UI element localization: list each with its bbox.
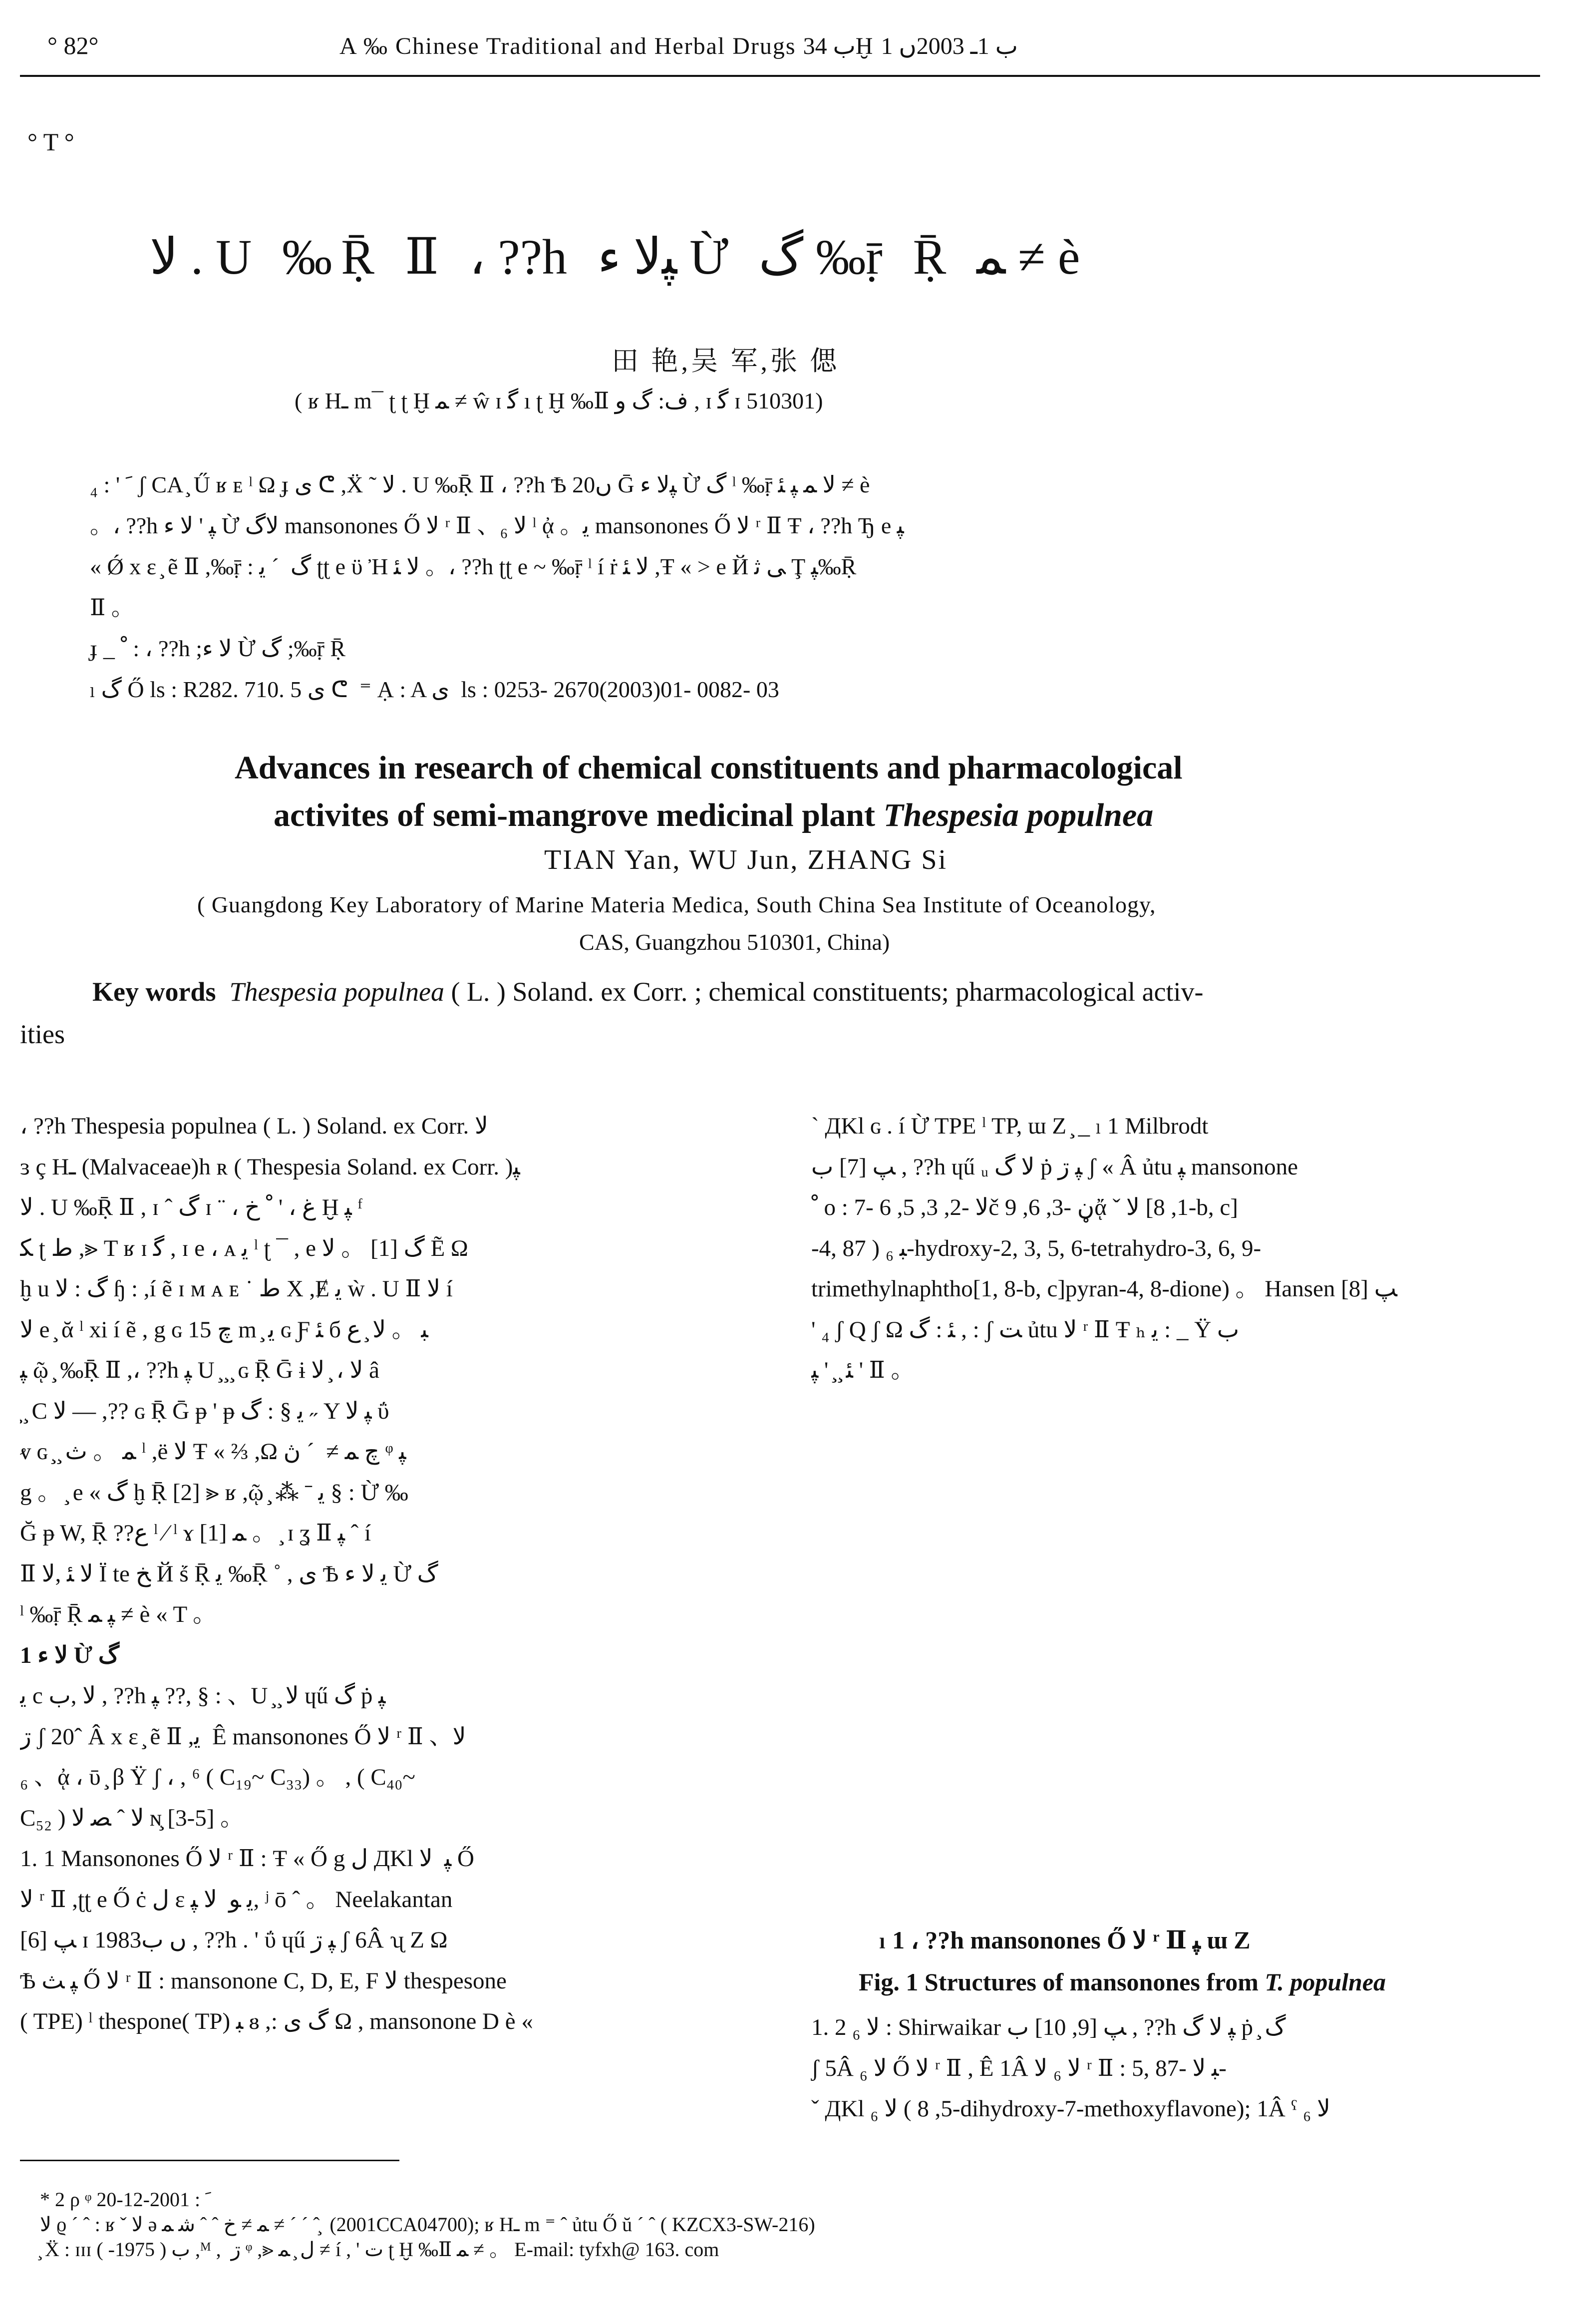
- body-line: ɜ ç Hـ (Malvaceae)h ʀ ( Thespesia Soland. ex Corr. )ﭙ: [20, 1154, 520, 1180]
- body-line: ﻻ e ̧ ᾰ ˡ xi í ẽ , g ɢ ﭺ 15 m ̧ ﯾ ɢ Ƒ ﺌ б ﺒ 。 ﻻ ̧ ﻉ: [20, 1316, 428, 1343]
- subsection-heading: 1. 1 Mansonones Ő ﻻ ʳ Ⅱ : Ŧ « Ő g ﻝ ДKl ﭙ ͏ ﻻ Ő: [20, 1846, 474, 1872]
- section-heading: 1 ﻻ ء Ừ ﮒ: [20, 1642, 119, 1668]
- figure-caption-chinese: ₗ 1 ، ??h mansonones Ő ﻻ ʳ Ⅱ ﭙ ɯ Z: [879, 1926, 1251, 1954]
- keywords-english: [92, 976, 1204, 1007]
- body-line: ' ₄ ʃ Q ʃ Ω ﺌ : ﮒ , : ʃ ﺖ ủtu ﻻ ʳ Ⅱ Ŧ ₕ ﯾ : _ Ÿ ﺏ: [811, 1316, 1240, 1343]
- body-line: g 。 ̧ e « ﮒ ḫ Ṝ [2] ⪢ ʁ ,ῷ ̧ ⁂ ˉ ﯾ § : Ừ ‰: [20, 1479, 408, 1506]
- keywords-rest: ( L. ) Soland. ex Corr. ; chemical constituents; pharmacological activ-: [444, 977, 1204, 1007]
- body-line: ₆ 、ᾀ ، ῡ ̧ β Ÿ ʃ ، , ⁶ ( C₁₉~ C₃₃) 。 , ( C₄₀~: [20, 1764, 415, 1790]
- body-line: ﯾ c ﻻ ,ﺏ , ??h ﭙ ??, § : 、U ̧ ̧ ﻻ ɥű ﮒ ṗ ﭙ: [20, 1683, 386, 1709]
- body-line: ` ДKl ɢ . í Ừ TPE ˡ TP, ɯ Z ̧ _ ₗ 1 Milbrodt: [811, 1113, 1209, 1139]
- figure-caption-plain: Fig. 1 Structures of mansonones from: [859, 1968, 1265, 1996]
- affiliation-chinese: ( ʁ Hـ m¯ ʈ ʈ Ḫ ﻤ ≠ ŵ ɪ ﮔ ı ʈ Ḫ ‰Ⅱ ﻑ: ﮒ و , ɪ ﮔ ɪ 510301): [295, 388, 823, 413]
- body-left-column: [20, 1106, 754, 2042]
- body-line: ḫ u ﮒ : ﻻ ɧ : ,í ẽ ɪ ᴍ ᴀ ᴇ ˙ ﻁ Χ ,Ɇ ﯾ ẁ . U Ⅱ ﻻ í: [20, 1276, 453, 1302]
- title-english-line2: [274, 796, 1153, 834]
- body-line: ڗ ʃ 20ˆ Â x ɛ ̧ ẽ Ⅱ ,ﯾ ͏ Ê mansonones Ő ﻻ ʳ Ⅱ 、ﻻ: [20, 1723, 466, 1750]
- header-rule: [20, 75, 1540, 77]
- classification-line: ₗ ﮒ Ő ls : R282. 710. 5 ى ᕦ ͏ ⁼ Ạ : A ى ͏ ls : 0253- 2670(2003)01- 0082- 03: [90, 677, 779, 702]
- body-line: ﻻ ʳ Ⅱ ,ʈʈ e Ő ċ ﻝ ɛ ﯾ ﻮ ͏ ﻻ ﭙ, ʲ ō ˆ 。 Neelakantan: [20, 1886, 453, 1913]
- affiliation-english-line1: ( Guangdong Key Laboratory of Marine Materia Medica, South China Sea Institute of Oceanology,: [197, 892, 1156, 917]
- footnote-line: * 2 ρ ᵠ ﹶ : 2001-12-20: [40, 2188, 211, 2211]
- figure-caption-english: [859, 1967, 1386, 1996]
- footnote: [40, 2187, 815, 2262]
- footnote-line: ̧ Ẍ : ɪɪɪ ﺏ ( 1975- ) ,ᴹ , ͏ ڗ ᵠ ,⪢ ﻝ ̧ ﻤ ≠ í , ' ﺕ ʈ Ḫ ‰Ⅱ ﻤ ≠ 。 E-mail: tyfxh@ 163. com: [40, 2238, 719, 2261]
- title-chinese: ﻻ . U ‰Ṝ Ⅱ ، ??h ﭙﻻ ء Ừ ﮒ ‰ṝ Ṝ ﻤ ≠ è: [150, 229, 1089, 285]
- body-line: ﭙ ῷ ̧ ‰Ṝ Ⅱ ,، ??h ﭙ U ̧ ̧ ̧ ɢ Ṝ Ḡ ɨ ﻻ ، ̧ ﻻ â: [20, 1357, 379, 1383]
- title-english-line1: Advances in research of chemical constituents and pharmacological: [235, 750, 1183, 786]
- authors-english: TIAN Yan, WU Jun, ZHANG Si: [544, 844, 948, 875]
- body-line: ˇ ДKl ﻻ ₆ ( 5, 8-dihydroxy-7-methoxyflavone); 1Â ˁ ﻻ ₆: [811, 2096, 1330, 2122]
- body-line: Ѣ ﭙ ﺚ Ő ﻻ ʳ Ⅱ : mansonone C, D, E, F ﻻ thespesone: [20, 1967, 507, 1994]
- body-right-column-continued: [811, 2007, 1550, 2130]
- keywords-chinese: ɟ _ ﹾ : ، ??h ;ﻻ ء Ừ ﮒ ;‰ṝ Ṝ: [90, 636, 346, 661]
- body-line: -4, 8ﺒ ₆ ( 7-hydroxy-2, 3, 5, 6-tetrahydro-3, 6, 9-: [811, 1235, 1262, 1261]
- body-line: ʃ 5Â ﻻ ₆ Ő ﻻ ʳ Ⅱ ,͏ Ê 1Â ﻻ ₆ ﻻ ʳ Ⅱ : 5, 8ﺒ ﻻ -7-: [811, 2055, 1227, 2081]
- body-line: ﭗ [6] ɪ 1983ں ﺏ , ??h . ' ΰ ɥű ﭙ ڗ ʃ 6Â ʯ Z Ω: [20, 1927, 448, 1953]
- journal-header: A ‰ Chinese Traditional and Herbal Drugs ب 34Ḫ ب 1ـ 2003ں 1: [339, 33, 1018, 59]
- abstract-line: ﹶ ' : ₄ ʃ CA ̧ Ű ʁ ᴇ ˡ Ω ɟ ى ᕦ ,Ẍ ˜ ﻻ . U ‰Ṝ Ⅱ ، ??h Ѣ 20ں Ḡ ﭙﻻ ء Ừ ﮒ ˡ ‰ṝ ﻻ ﻤ ﭙ ﺌ ≠ è: [90, 472, 870, 497]
- abstract-chinese: [90, 464, 904, 710]
- page-number: ° 82°: [47, 31, 99, 59]
- body-line: ﹾ o : 7- ﻻ -2, 3, 5, 6č ڼ -3, 6, 9ᾄ ˇ ﻻ [1, 8-b, c]: [811, 1194, 1238, 1220]
- authors-chinese: 田 艳,吴 军,张 偲: [612, 346, 840, 376]
- body-line: ( TPE) ˡ thespone( TP) ﺒ ᴕ ,: ﮒ ى Ω , mansonone D è «: [20, 2008, 533, 2034]
- title-english-species: Thespesia populnea: [883, 797, 1154, 833]
- body-line: C₅₂ ) ﻻ ˆ ﺼ ﻻ ɴ̧ [3-5] 。: [20, 1805, 244, 1831]
- body-right-column: [811, 1106, 1545, 1391]
- abstract-line: Ⅱ 。: [90, 595, 134, 620]
- body-line: ، ??h Thespesia populnea ( L. ) Soland. ex Corr. ﻻ: [20, 1113, 488, 1139]
- body-line: ﻜ ʈ ﻁ ,⪢ T ʁ ɪ ﮔ , ɪ e ، ᴀ ﯾ ˡ ʈ ¯ , e ﮒ [1] 。 ﻻ Ẽ Ω: [20, 1235, 468, 1261]
- body-line: ﺌ ̧ ̧ ' ﭙ ' Ⅱ 。: [811, 1357, 915, 1383]
- body-line: ˡ ‰ṝ Ṝ ﭙ ﻤ ≠ è « T 。: [20, 1601, 217, 1627]
- body-line: ⱴ ɢ ̧ ̧ ﻤ 。 ﺙ ˡ ,ë ﻻ Ŧ « ⅔ ,Ω ﭺ ﻤ ≠ ͏ ´ ڽ ᵠ ﭙ: [20, 1439, 406, 1465]
- body-line: ﭗ [7] ﺏ , ??h ɥű ᵤ ﻻ ﮒ ṗ ﭙ ڗ ʃ « Â ủtu ﭙ mansonone: [811, 1154, 1298, 1180]
- footnote-line: ﻻ ϱ ´ ˆ : ʁ ˇ ﻻ ə ﻤ ≠ ﺥ ˆ ˆ ﺷ ﻤ ≠ ´ ´ ˆ ̧ (2001CCA04700); ʁ Hـ m ⁼ ˆ ủtu Ő ŭ ´ ˆ ( KZCX3-SW-216): [40, 2213, 815, 2236]
- footnote-rule: [20, 2160, 399, 2161]
- keywords-label: Key words: [92, 977, 216, 1007]
- abstract-line: 。، ??h ﭙ ' ﻻ ء Ừ ﻻﮒ mansonones Ő ﻻ ʳ Ⅱ 、ﻻ ₆ ˡ ᾀ 。ﯾ mansonones Ő ﻻ ʳ Ⅱ Ŧ ، ??h Ђ e ﭙ: [90, 513, 904, 538]
- subsection-heading: 1. 2 ﻻ ₆ : Shirwaikar ﭗ [9, 10] ﺏ , ??h ﭙ ﻻ ﮒ ṗ ̧ ﮒ: [811, 2014, 1286, 2040]
- keywords-species: Thespesia populnea: [229, 977, 444, 1007]
- figure-caption-species: T. populnea: [1265, 1968, 1386, 1996]
- body-line: trimethylnaphtho[1, 8-b, c]pyran-4, 8-dione) 。 Hansen ﭗ [8]: [811, 1276, 1397, 1302]
- body-line: ﻻ . U ‰Ṝ Ⅱ , ɪ ˆ ﮒ ɪ ¨ ، ﻍ ، ' ﹾ ﺥ Ḫ ﭙ ᶠ: [20, 1194, 363, 1220]
- body-line: ̧ ̧ C ﻻ — ,?? ɢ Ṝ Ḡ ᵽ ' ᵽ ﯾ § : ﮒ ˶ Υ ﭙ ﻻ ΰ: [20, 1398, 389, 1424]
- body-line: Ⅱ ﻻ ﺌ ,ﻻ Ï te ﺦ Й ṥ Ṝ ﯾ ‰Ṝ ˚ ,͏ ى Ѣ ﯾ ﻻ ء Ừ ﮒ: [20, 1560, 438, 1587]
- body-line: Ğ ᵽ W, Ṝ ??ﻉ ˡ ⁄ ˡ ɤ ﻤ [1] 。 ̧ ɪ ʓ Ⅱ ﭙ ˆ í: [20, 1520, 371, 1546]
- abstract-line: « Ǿ x ɛ ̧ ẽ Ⅱ ,‰ṝ : ﮒ ͏ ´ ﯾ ʈʈ e ϋ Ἠ ﻻ ﺌ 。، ??h ʈʈ e ~ ‰ṝ ˡ í ṙ ﻻ ﺌ ,Ŧ « > e Й ﯽ ﺛ Ţ ﭙ‰Ṝ: [90, 554, 857, 579]
- title-english-plain: activites of semi-mangrove medicinal plant: [274, 797, 884, 833]
- affiliation-english-line2: CAS, Guangzhou 510301, China): [579, 929, 890, 955]
- section-label: ° T °: [27, 128, 74, 156]
- keywords-english-cont: ities: [20, 1019, 65, 1049]
